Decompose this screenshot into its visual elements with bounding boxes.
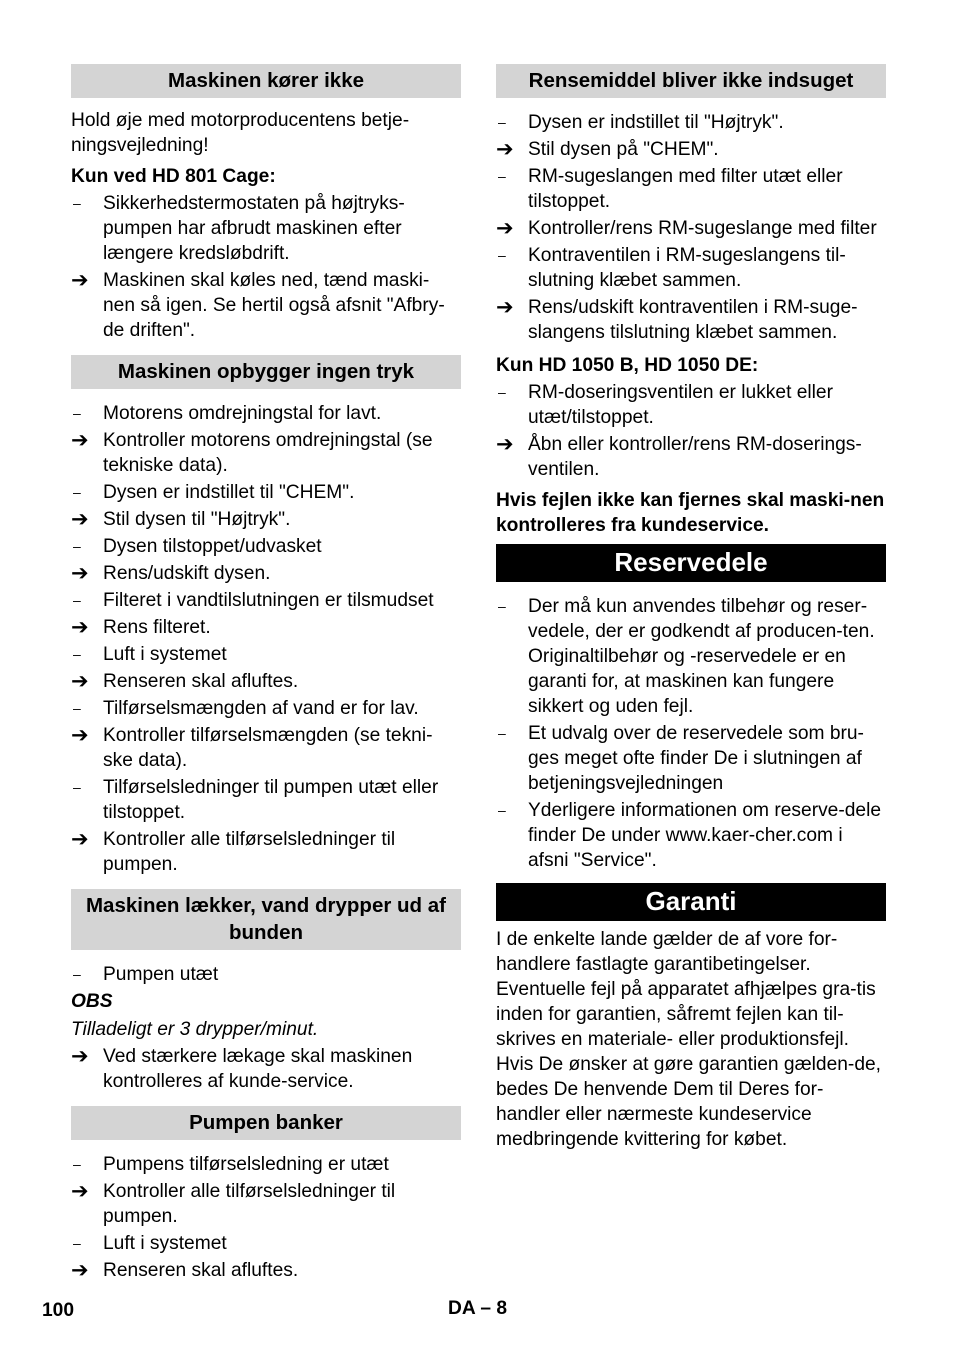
item-list: [71, 191, 461, 343]
list-item-text: Maskinen skal køles ned, tænd maski-nen så igen. Se hertil også afsnit "Afbry-de driften".: [103, 270, 445, 341]
dash-icon: –: [498, 114, 506, 130]
arrow-right-icon: ➔: [71, 508, 89, 531]
item-list: [496, 110, 886, 345]
cause-list-item: [71, 401, 461, 426]
list-item-text: Der må kun anvendes tilbehør og reser-vedele, der er godkendt af producen-ten. Originaltilbehør og -reservedele er en garanti for, at maskinen kan fungere sikkert og uden fejl.: [528, 596, 875, 717]
dash-icon: –: [73, 646, 81, 662]
list-item-text: Dysen er indstillet til "CHEM".: [103, 482, 355, 503]
list-item-text: Tilførselsmængden af vand er for lav.: [103, 698, 419, 719]
cause-list-item: [71, 642, 461, 667]
cause-list-item: [496, 594, 886, 719]
list-item-text: Kontroller tilførselsmængden (se tekni-ske data).: [103, 725, 433, 771]
list-item-text: Rens filteret.: [103, 617, 211, 638]
list-item-text: Pumpen utæt: [103, 964, 219, 985]
list-item-text: Kontroller alle tilførselsledninger til pumpen.: [103, 829, 396, 875]
dash-icon: –: [73, 592, 81, 608]
list-item-text: Et udvalg over de reservedele som bru-ges meget ofte finder De i slutningen af betjeningsvejledningen: [528, 723, 864, 794]
arrow-right-icon: ➔: [71, 562, 89, 585]
arrow-right-icon: ➔: [71, 616, 89, 639]
arrow-right-icon: ➔: [71, 1180, 89, 1203]
section-heading-warranty: Garanti: [496, 883, 886, 921]
action-list-item: [71, 1258, 461, 1283]
cause-list-item: [71, 588, 461, 613]
list-item-text: Stil dysen til "Højtryk".: [103, 509, 291, 530]
list-item-text: Kontroller motorens omdrejningstal (se tekniske data).: [103, 430, 433, 476]
list-item-text: Ved stærkere lækage skal maskinen kontrolleres af kunde-service.: [103, 1046, 413, 1092]
action-list-item: [71, 1179, 461, 1229]
arrow-right-icon: ➔: [496, 217, 514, 240]
list-item-text: Tilførselsledninger til pumpen utæt eller tilstoppet.: [103, 777, 439, 823]
item-list: [496, 380, 886, 482]
list-item-text: Renseren skal afluftes.: [103, 671, 299, 692]
left-column: [71, 64, 461, 1285]
note-title: OBS: [71, 991, 113, 1012]
list-item-text: Pumpens tilførselsledning er utæt: [103, 1154, 389, 1175]
action-list-item: [496, 295, 886, 345]
list-item-text: Renseren skal afluftes.: [103, 1260, 299, 1281]
paragraph-warranty: I de enkelte lande gælder de af vore for-handlere fastlagte garantibetingelser. Eventuelle fejl på apparatet afhjælpes gra-tis inden for garantien, såfremt fejlen kan til-skrives en materiale- eller produktionsfejl. Hvis De ønsker at gøre garantien gælden-de, bedes De henvende Dem til Deres for-handler eller nærmeste kundeservice medbringende kvittering for købet.: [496, 929, 881, 1150]
arrow-right-icon: ➔: [496, 433, 514, 456]
list-item-text: Yderligere informationen om reserve-dele finder De under www.kaer-cher.com i afsni "Service".: [528, 800, 882, 871]
dash-icon: –: [73, 779, 81, 795]
cause-list-item: [71, 534, 461, 559]
list-item-text: Luft i systemet: [103, 644, 227, 665]
action-list-item: [71, 723, 461, 773]
section-page-label: DA – 8: [448, 1298, 508, 1319]
arrow-right-icon: ➔: [71, 828, 89, 851]
cause-list-item: [496, 243, 886, 293]
arrow-right-icon: ➔: [496, 296, 514, 319]
item-list: [71, 1152, 461, 1283]
dash-icon: –: [73, 405, 81, 421]
dash-icon: –: [73, 1235, 81, 1251]
list-item-text: Kontraventilen i RM-sugeslangens til-slutning klæbet sammen.: [528, 245, 846, 291]
cause-list-item: [71, 696, 461, 721]
action-list-item: [71, 1044, 461, 1094]
list-item-text: Åbn eller kontroller/rens RM-doserings-ventilen.: [528, 434, 862, 480]
right-column: [496, 64, 886, 1152]
cause-list-item: [71, 480, 461, 505]
item-list: [71, 1044, 461, 1094]
list-item-text: Motorens omdrejningstal for lavt.: [103, 403, 382, 424]
item-list: [71, 962, 461, 987]
dash-icon: –: [498, 384, 506, 400]
cause-list-item: [71, 1231, 461, 1256]
dash-icon: –: [498, 168, 506, 184]
bold-note-customer-service: Hvis fejlen ikke kan fjernes skal maski-nen kontrolleres fra kundeservice.: [496, 490, 885, 536]
action-list-item: [496, 216, 886, 241]
section-heading-no-pressure: Maskinen opbygger ingen tryk: [71, 355, 461, 389]
dash-icon: –: [498, 247, 506, 263]
cause-list-item: [71, 962, 461, 987]
section-heading-machine-leaking: Maskinen lækker, vand drypper ud af bunden: [71, 889, 461, 950]
arrow-right-icon: ➔: [71, 429, 89, 452]
section-heading-spare-parts: Reservedele: [496, 544, 886, 582]
dash-icon: –: [73, 195, 81, 211]
list-item-text: Filteret i vandtilslutningen er tilsmudset: [103, 590, 434, 611]
arrow-right-icon: ➔: [71, 670, 89, 693]
arrow-right-icon: ➔: [71, 269, 89, 292]
list-item-text: Dysen er indstillet til "Højtryk".: [528, 112, 784, 133]
action-list-item: [71, 507, 461, 532]
note-text: Tilladeligt er 3 drypper/minut.: [71, 1019, 319, 1040]
dash-icon: –: [73, 1156, 81, 1172]
dash-icon: –: [73, 538, 81, 554]
list-item-text: Kontroller alle tilførselsledninger til pumpen.: [103, 1181, 396, 1227]
cause-list-item: [496, 110, 886, 135]
arrow-right-icon: ➔: [71, 1259, 89, 1282]
section-heading-pump-knocking: Pumpen banker: [71, 1106, 461, 1140]
action-list-item: [71, 268, 461, 343]
dash-icon: –: [73, 700, 81, 716]
list-item-text: RM-doseringsventilen er lukket eller utæt/tilstoppet.: [528, 382, 833, 428]
list-item-text: RM-sugeslangen med filter utæt eller tilstoppet.: [528, 166, 843, 212]
action-list-item: [71, 827, 461, 877]
list-item-text: Kontroller/rens RM-sugeslange med filter: [528, 218, 877, 239]
list-item-text: Dysen tilstoppet/udvasket: [103, 536, 322, 557]
dash-icon: –: [73, 484, 81, 500]
action-list-item: [71, 561, 461, 586]
action-list-item: [71, 669, 461, 694]
page-number: 100: [42, 1300, 75, 1321]
subheading-hd1050: Kun HD 1050 B, HD 1050 DE:: [496, 355, 759, 376]
cause-list-item: [71, 775, 461, 825]
paragraph-motor-manual: Hold øje med motorproducentens betje-ningsvejledning!: [71, 110, 410, 156]
action-list-item: [71, 428, 461, 478]
dash-icon: –: [498, 598, 506, 614]
cause-list-item: [496, 721, 886, 796]
list-item-text: Luft i systemet: [103, 1233, 227, 1254]
arrow-right-icon: ➔: [71, 1045, 89, 1068]
action-list-item: [496, 432, 886, 482]
list-item-text: Stil dysen på "CHEM".: [528, 139, 719, 160]
arrow-right-icon: ➔: [496, 138, 514, 161]
item-list: [71, 401, 461, 877]
list-item-text: Rens/udskift kontraventilen i RM-suge-slangens tilslutning klæbet sammen.: [528, 297, 858, 343]
cause-list-item: [71, 1152, 461, 1177]
list-item-text: Rens/udskift dysen.: [103, 563, 271, 584]
cause-list-item: [496, 164, 886, 214]
dash-icon: –: [498, 725, 506, 741]
item-list: [496, 594, 886, 873]
action-list-item: [71, 615, 461, 640]
dash-icon: –: [498, 802, 506, 818]
subheading-hd801-cage: Kun ved HD 801 Cage:: [71, 166, 276, 187]
dash-icon: –: [73, 966, 81, 982]
list-item-text: Sikkerhedstermostaten på højtryks-pumpen har afbrudt maskinen efter længere kredsløbdrift.: [103, 193, 405, 264]
section-heading-machine-not-running: Maskinen kører ikke: [71, 64, 461, 98]
arrow-right-icon: ➔: [71, 724, 89, 747]
cause-list-item: [496, 798, 886, 873]
cause-list-item: [71, 191, 461, 266]
cause-list-item: [496, 380, 886, 430]
action-list-item: [496, 137, 886, 162]
section-heading-detergent-not-sucked: Rensemiddel bliver ikke indsuget: [496, 64, 886, 98]
